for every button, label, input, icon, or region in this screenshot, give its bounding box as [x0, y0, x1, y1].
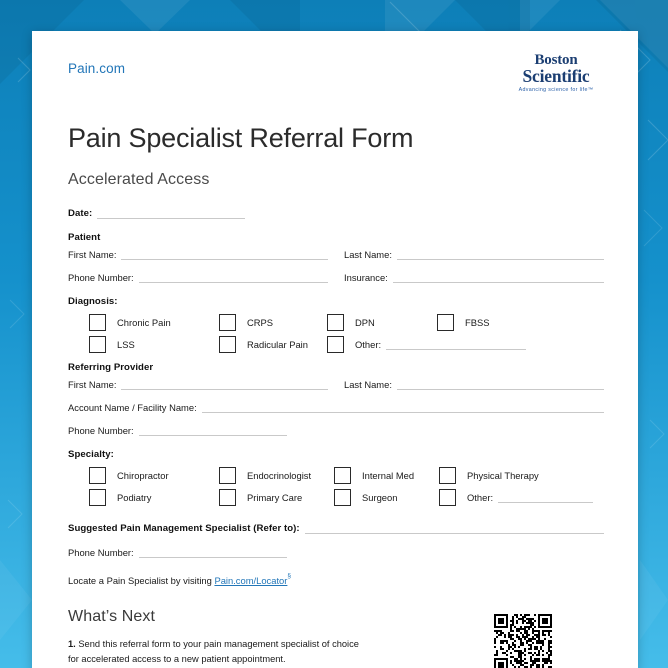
- document-page: [32, 31, 638, 668]
- suggested-phone-label: Phone Number:: [68, 546, 134, 558]
- checkbox-podiatry[interactable]: [68, 489, 198, 506]
- suggested-specialist-input[interactable]: [305, 523, 604, 534]
- date-input[interactable]: [97, 208, 245, 219]
- diagnosis-row-1: [68, 314, 604, 331]
- checkbox-specialty-other[interactable]: [418, 489, 593, 506]
- checkbox-crps[interactable]: [198, 314, 306, 331]
- checkbox-box-icon[interactable]: [437, 314, 454, 331]
- provider-account-input[interactable]: [202, 402, 604, 413]
- locator-prefix-text: Locate a Pain Specialist by visiting: [68, 574, 215, 586]
- patient-phone-group: [68, 272, 328, 283]
- patient-name-row: [68, 249, 604, 260]
- checkbox-label: DPN: [355, 316, 375, 328]
- specialty-checkbox-grid: [68, 467, 604, 506]
- provider-first-name-label: First Name:: [68, 378, 117, 390]
- checkbox-surgeon[interactable]: [313, 489, 418, 506]
- checkbox-fbss[interactable]: [416, 314, 526, 331]
- checkbox-box-icon[interactable]: [327, 336, 344, 353]
- checkbox-label: Chiropractor: [117, 469, 169, 481]
- provider-account-label: Account Name / Facility Name:: [68, 401, 197, 413]
- step-number: 1.: [68, 638, 76, 649]
- referring-provider-heading: Referring Provider: [68, 361, 154, 373]
- checkbox-box-icon[interactable]: [327, 314, 344, 331]
- document-header: [68, 53, 604, 99]
- locator-footnote-marker: §: [287, 572, 292, 580]
- checkbox-label: Other:: [467, 491, 494, 503]
- provider-first-name-input[interactable]: [121, 379, 328, 390]
- diagnosis-row-2: [68, 336, 604, 353]
- step-text: Send this referral form to your pain management specialist of choice for accelerated access to a new patient appointment.: [68, 638, 359, 664]
- checkbox-box-icon[interactable]: [89, 336, 106, 353]
- whats-next-heading: What’s Next: [68, 607, 156, 625]
- checkbox-box-icon[interactable]: [219, 336, 236, 353]
- checkbox-box-icon[interactable]: [219, 489, 236, 506]
- patient-first-name-group: [68, 249, 328, 260]
- checkbox-dpn[interactable]: [306, 314, 416, 331]
- diagnosis-checkbox-grid: [68, 314, 604, 353]
- logo-line-scientific: Scientific: [522, 65, 590, 86]
- patient-last-name-input[interactable]: [397, 249, 604, 260]
- checkbox-box-icon[interactable]: [89, 489, 106, 506]
- diagnosis-section-heading: Diagnosis:: [68, 295, 118, 307]
- checkbox-label: Radicular Pain: [247, 338, 308, 350]
- checkbox-diagnosis-other[interactable]: [306, 336, 551, 353]
- checkbox-label: Chronic Pain: [117, 316, 171, 328]
- logo-tagline: Advancing science for life™: [518, 86, 594, 93]
- provider-last-name-input[interactable]: [397, 379, 604, 390]
- patient-phone-input[interactable]: [139, 272, 328, 283]
- checkbox-chronic-pain[interactable]: [68, 314, 198, 331]
- checkbox-label: Other:: [355, 338, 382, 350]
- checkbox-lss[interactable]: [68, 336, 198, 353]
- boston-scientific-logo: [508, 53, 604, 93]
- provider-last-name-label: Last Name:: [344, 378, 392, 390]
- specialty-section-heading: Specialty:: [68, 448, 114, 460]
- checkbox-box-icon[interactable]: [89, 467, 106, 484]
- paincom-brand-link[interactable]: Pain.com: [68, 61, 126, 76]
- checkbox-label: LSS: [117, 338, 135, 350]
- checkbox-internal-med[interactable]: [313, 467, 418, 484]
- provider-last-name-group: [344, 379, 604, 390]
- checkbox-box-icon[interactable]: [334, 489, 351, 506]
- checkbox-box-icon[interactable]: [439, 467, 456, 484]
- patient-insurance-label: Insurance:: [344, 271, 388, 283]
- checkbox-box-icon[interactable]: [439, 489, 456, 506]
- provider-phone-input[interactable]: [139, 425, 287, 436]
- checkbox-chiropractor[interactable]: [68, 467, 198, 484]
- checkbox-box-icon[interactable]: [89, 314, 106, 331]
- pain-locator-link[interactable]: Pain.com/Locator: [214, 574, 288, 586]
- checkbox-box-icon[interactable]: [219, 467, 236, 484]
- date-label: Date:: [68, 207, 93, 219]
- patient-phone-label: Phone Number:: [68, 271, 134, 283]
- patient-last-name-label: Last Name:: [344, 248, 392, 260]
- checkbox-label: CRPS: [247, 316, 274, 328]
- suggested-phone-input[interactable]: [139, 547, 287, 558]
- checkbox-label: Internal Med: [362, 469, 415, 481]
- logo-line-boston: Boston: [534, 52, 578, 68]
- suggested-specialist-label: Suggested Pain Management Specialist (Refer to):: [68, 522, 300, 534]
- patient-insurance-input[interactable]: [393, 272, 604, 283]
- checkbox-box-icon[interactable]: [334, 467, 351, 484]
- patient-first-name-input[interactable]: [121, 249, 328, 260]
- specialty-other-input[interactable]: [498, 492, 593, 503]
- provider-account-row: [68, 402, 604, 413]
- whats-next-text-block: [68, 608, 494, 667]
- patient-insurance-group: [344, 272, 604, 283]
- diagnosis-other-input[interactable]: [386, 339, 526, 350]
- page-subtitle: Accelerated Access: [68, 170, 210, 188]
- checkbox-label: Surgeon: [362, 491, 398, 503]
- suggested-specialist-row: [68, 523, 604, 534]
- patient-contact-row: [68, 272, 604, 283]
- checkbox-label: Endocrinologist: [247, 469, 312, 481]
- checkbox-box-icon[interactable]: [219, 314, 236, 331]
- patient-last-name-group: [344, 249, 604, 260]
- provider-name-row: [68, 379, 604, 390]
- qr-code-image: [494, 614, 552, 668]
- checkbox-primary-care[interactable]: [198, 489, 313, 506]
- checkbox-radicular-pain[interactable]: [198, 336, 306, 353]
- provider-first-name-group: [68, 379, 328, 390]
- checkbox-label: Physical Therapy: [467, 469, 539, 481]
- suggested-phone-row: [68, 547, 604, 558]
- page-title: Pain Specialist Referral Form: [68, 123, 414, 153]
- checkbox-label: Podiatry: [117, 491, 152, 503]
- checkbox-physical-therapy[interactable]: [418, 467, 539, 484]
- provider-phone-label: Phone Number:: [68, 424, 134, 436]
- checkbox-endocrinologist[interactable]: [198, 467, 313, 484]
- specialty-row-1: [68, 467, 604, 484]
- locator-line: [68, 571, 604, 589]
- date-field-row: [68, 208, 604, 219]
- provider-phone-row: [68, 425, 604, 436]
- qr-code-wrapper: [494, 608, 604, 668]
- patient-first-name-label: First Name:: [68, 248, 117, 260]
- checkbox-label: Primary Care: [247, 491, 303, 503]
- whats-next-section: [68, 608, 604, 668]
- patient-section-heading: Patient: [68, 231, 101, 243]
- specialty-row-2: [68, 489, 604, 506]
- checkbox-label: FBSS: [465, 316, 490, 328]
- whats-next-step-1: [68, 637, 368, 667]
